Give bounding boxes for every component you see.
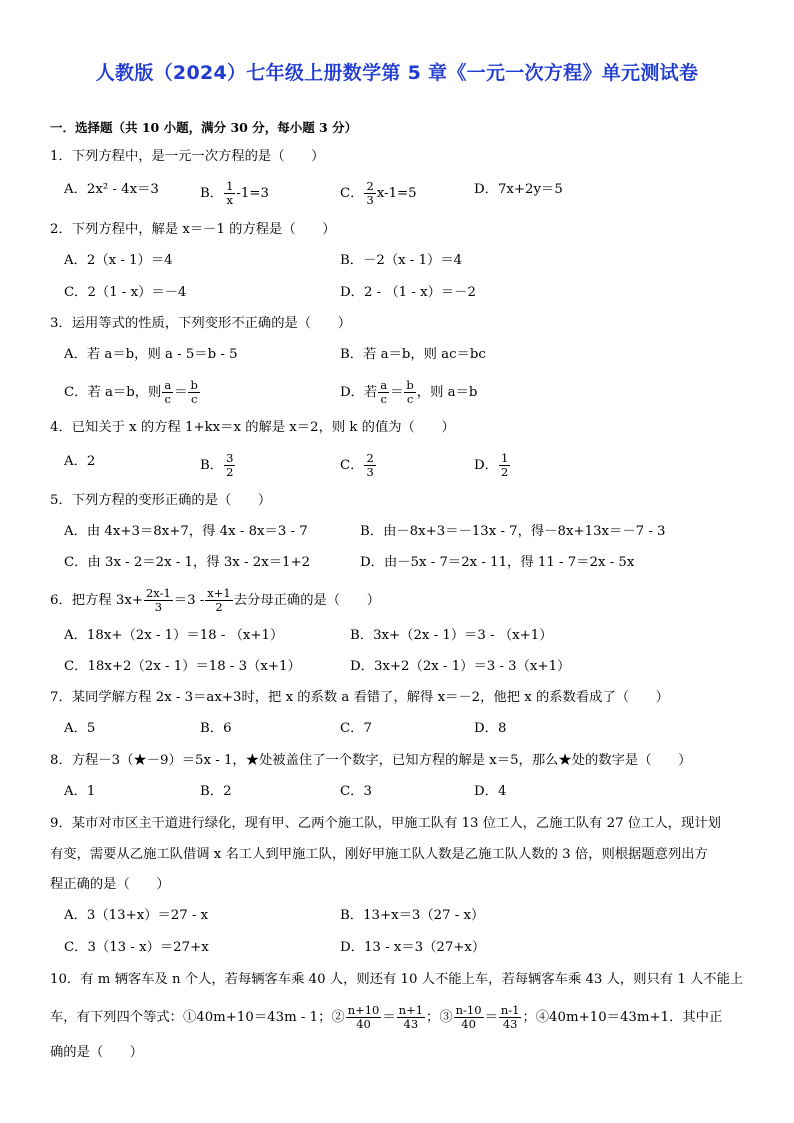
q6-option-a: A．18x+（2x - 1）＝18 - （x+1） (64, 628, 284, 643)
q4-option-d: D． $\frac{1}{2}$ (474, 451, 509, 479)
q5-option-d: D．由－5x - 7＝2x - 11，得 11 - 7＝2x - 5x (360, 555, 635, 570)
q4-option-a: A．2 (64, 454, 96, 469)
question-8-stem: 8．方程－3（★－9）＝5x - 1，★处被盖住了一个数字，已知方程的解是 x＝5，那么★处的数字是（ ） (50, 753, 692, 768)
q1-option-a: A．2x² - 4x＝3 (64, 182, 159, 197)
question-6-stem: 6．把方程 3x+ $\frac{2x-1}{3}$ ＝3 - $\frac{x+1}{2}$ 去分母正确的是（ ） (50, 586, 380, 614)
q4-option-c: C． $\frac{2}{3}$ (340, 451, 374, 479)
fraction: $\frac{n+10}{40}$ (347, 1003, 380, 1031)
q9-option-c: C．3（13 - x）＝27+x (64, 940, 209, 955)
question-5-stem: 5．下列方程的变形正确的是（ ） (50, 493, 272, 508)
q6-option-c: C．18x+2（2x - 1）＝18 - 3（x+1） (64, 659, 301, 674)
q4-option-b: B． $\frac{3}{2}$ (200, 451, 234, 479)
question-4-stem: 4．已知关于 x 的方程 1+kx＝x 的解是 x＝2，则 k 的值为（ ） (50, 420, 455, 435)
question-2-stem: 2．下列方程中，解是 x＝－1 的方程是（ ） (50, 222, 336, 237)
q3-option-b: B．若 a＝b，则 ac＝bc (340, 347, 486, 362)
q5-option-a: A．由 4x+3＝8x+7，得 4x - 8x＝3 - 7 (64, 524, 308, 539)
q8-option-b: B．2 (200, 784, 232, 799)
q3-option-d: D．若 $\frac{a}{c}$ ＝ $\frac{b}{c}$ ，则 a＝b (340, 378, 478, 406)
question-3-stem: 3．运用等式的性质，下列变形不正确的是（ ） (50, 316, 351, 331)
q9-option-a: A．3（13+x）＝27 - x (64, 908, 209, 923)
fraction: $\frac{1}{x}$ (226, 179, 234, 207)
fraction: $\frac{a}{c}$ (164, 378, 172, 406)
question-10-stem-line1: 10．有 m 辆客车及 n 个人，若每辆客车乘 40 人，则还有 10 人不能上车，若每辆客车乘 43 人，则只有 1 人不能上 (50, 972, 744, 987)
question-9-stem-line2: 有变，需要从乙施工队借调 x 名工人到甲施工队，刚好甲施工队人数是乙施工队人数的 3 倍，则根据题意列出方 (50, 847, 708, 862)
question-10-stem-line2: 车，有下列四个等式：①40m+10＝43m - 1；② $\frac{n+10}{40}$ ＝ $\frac{n+1}{43}$ ；③ $\frac{n-10}{40}$ ＝ $\frac{n-1}{43}$ ；④40m+10＝43m+1．其中正 (50, 1003, 723, 1031)
q2-option-c: C．2（1 - x）＝－4 (64, 285, 187, 300)
fraction: $\frac{2}{3}$ (366, 179, 374, 207)
q8-option-a: A．1 (64, 784, 96, 799)
fraction: $\frac{a}{c}$ (380, 378, 388, 406)
question-1-stem: 1．下列方程中，是一元一次方程的是（ ） (50, 149, 325, 164)
q3-option-c: C．若 a＝b，则 $\frac{a}{c}$ ＝ $\frac{b}{c}$ (64, 378, 198, 406)
fraction: $\frac{n-1}{43}$ (500, 1003, 520, 1031)
q2-option-b: B．－2（x - 1）＝4 (340, 253, 463, 268)
q3-option-a: A．若 a＝b，则 a - 5＝b - 5 (64, 347, 238, 362)
q7-option-d: D．8 (474, 721, 507, 736)
fraction: $\frac{2x-1}{3}$ (145, 586, 171, 614)
q6-option-d: D．3x+2（2x - 1）＝3 - 3（x+1） (350, 659, 571, 674)
fraction: $\frac{b}{c}$ (190, 378, 198, 406)
q8-option-c: C．3 (340, 784, 372, 799)
q2-option-d: D．2 - （1 - x）＝－2 (340, 285, 476, 300)
q8-option-d: D．4 (474, 784, 507, 799)
q7-option-b: B．6 (200, 721, 232, 736)
q9-option-d: D．13 - x＝3（27+x） (340, 940, 486, 955)
fraction: $\frac{n+1}{43}$ (398, 1003, 424, 1031)
q5-option-c: C．由 3x - 2＝2x - 1，得 3x - 2x＝1+2 (64, 555, 311, 570)
fraction: $\frac{n-10}{40}$ (455, 1003, 482, 1031)
question-9-stem-line3: 程正确的是（ ） (50, 877, 170, 892)
q5-option-b: B．由－8x+3＝－13x - 7，得－8x+13x＝－7 - 3 (360, 524, 666, 539)
question-9-stem-line1: 9．某市对市区主干道进行绿化，现有甲、乙两个施工队，甲施工队有 13 位工人，乙施工队有 27 位工人，现计划 (50, 816, 721, 831)
fraction: $\frac{1}{2}$ (500, 451, 509, 479)
fraction: $\frac{3}{2}$ (226, 451, 234, 479)
fraction: $\frac{2}{3}$ (366, 451, 374, 479)
q6-option-b: B．3x+（2x - 1）＝3 - （x+1） (350, 628, 553, 643)
q9-option-b: B．13+x＝3（27 - x） (340, 908, 485, 923)
q1-option-b: B． $\frac{1}{x}$ -1=3 (200, 179, 269, 207)
q7-option-a: A．5 (64, 721, 96, 736)
fraction: $\frac{x+1}{2}$ (207, 586, 231, 614)
fraction: $\frac{b}{c}$ (406, 378, 414, 406)
question-10-stem-line3: 确的是（ ） (50, 1045, 144, 1060)
q1-option-c: C． $\frac{2}{3}$ x-1=5 (340, 179, 417, 207)
page-title: 人教版（2024）七年级上册数学第 5 章《一元一次方程》单元测试卷 (95, 62, 699, 84)
section-heading: 一．选择题（共 10 小题，满分 30 分，每小题 3 分） (50, 120, 358, 135)
q7-option-c: C．7 (340, 721, 372, 736)
q2-option-a: A．2（x - 1）＝4 (64, 253, 173, 268)
question-7-stem: 7．某同学解方程 2x - 3＝ax+3时，把 x 的系数 a 看错了，解得 x＝－2，他把 x 的系数看成了（ ） (50, 690, 669, 705)
q1-option-d: D．7x+2y＝5 (474, 182, 563, 197)
